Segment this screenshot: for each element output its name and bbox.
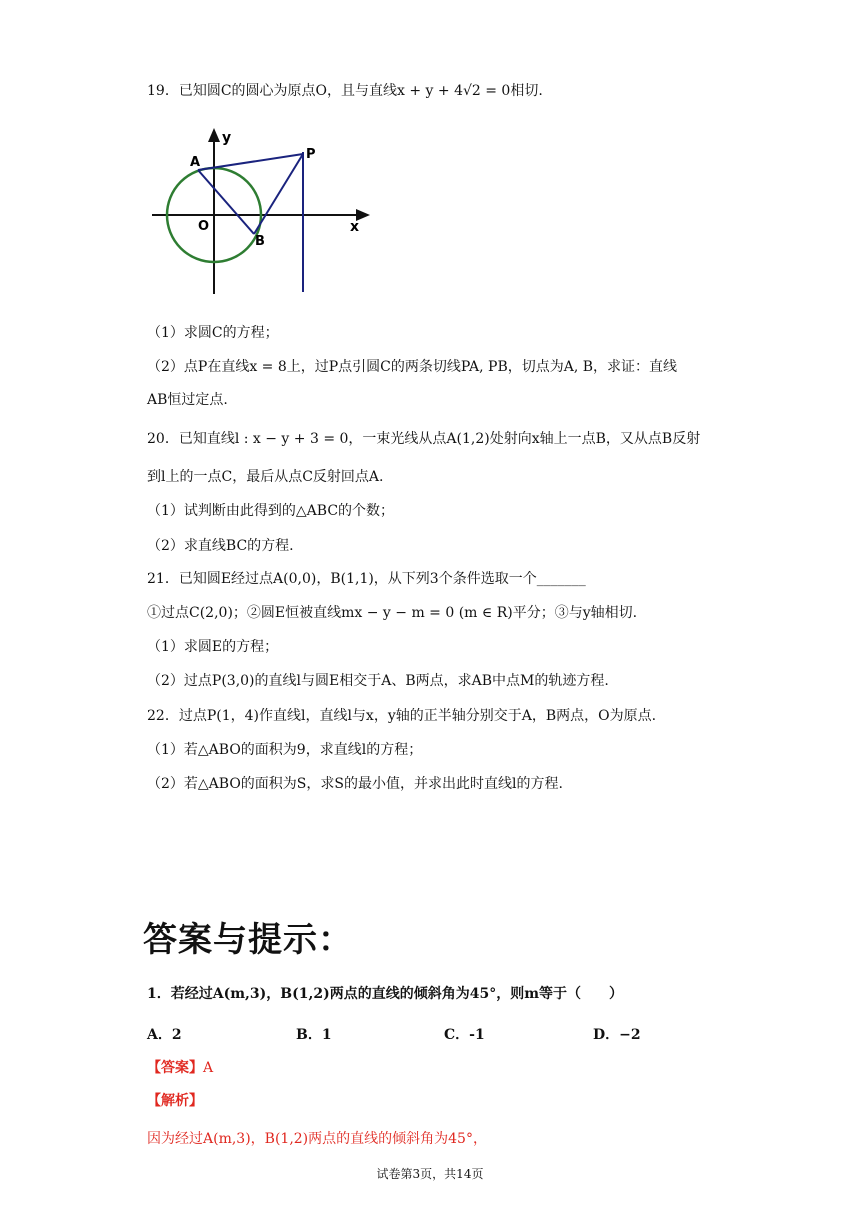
answers-heading: 答案与提示： [143,920,353,960]
option-d: D．−2 [593,1027,641,1043]
q21-conditions: ①过点C(2,0)；②圆E恒被直线mx − y − m = 0 (m ∈ R)平分；③与y轴相切. [147,605,638,621]
q19-part2-line2: AB恒过定点. [147,392,228,408]
q22-part2: （2）若△ABO的面积为S，求S的最小值，并求出此时直线l的方程. [147,776,563,792]
circle-tangent-figure [148,124,378,299]
option-c: C．-1 [444,1027,485,1043]
q20-stem-line2: 到l上的一点C，最后从点C反射回点A. [147,469,384,485]
label-y: y [222,130,232,146]
label-p: P [306,147,316,162]
label-a: A [190,155,201,170]
q21-stem: 21．已知圆E经过点A(0,0)，B(1,1)，从下列3个条件选取一个_______ [147,571,586,587]
q22-stem: 22．过点P(1，4)作直线l，直线l与x，y轴的正半轴分别交于A，B两点，O为原点. [147,708,657,724]
answer-tag: 【答案】 [147,1060,203,1076]
option-a: A．2 [147,1027,182,1043]
answer-line [147,1057,213,1077]
q21-part1: （1）求圆E的方程； [147,639,279,655]
tangent-pb [254,154,303,234]
y-axis-arrow [208,128,220,142]
analysis-text: 因为经过A(m,3)，B(1,2)两点的直线的倾斜角为45°， [147,1131,487,1147]
q20-stem-line1: 20．已知直线l : x − y + 3 = 0，一束光线从点A(1,2)处射向x轴上一点B，又从点B反射 [147,431,701,447]
q22-part1: （1）若△ABO的面积为9，求直线l的方程； [147,742,423,758]
label-x: x [350,219,360,235]
page-footer: 试卷第3页，共14页 [376,1167,484,1181]
label-o: O [198,219,210,234]
q21-part2: （2）过点P(3,0)的直线l与圆E相交于A、B两点，求AB中点M的轨迹方程. [147,673,609,689]
analysis-tag: 【解析】 [147,1093,203,1109]
label-b: B [255,234,265,249]
answer-value: A [203,1060,214,1076]
q19-stem: 19．已知圆C的圆心为原点O，且与直线x + y + 4√2 = 0相切. [147,83,543,99]
q19-part2-line1: （2）点P在直线x = 8上，过P点引圆C的两条切线PA, PB，切点为A, B，求证：直线 [147,359,678,375]
q19-part1: （1）求圆C的方程； [147,325,279,341]
option-b: B．1 [296,1027,332,1043]
q20-part1: （1）试判断由此得到的△ABC的个数； [147,503,395,519]
answer-q1-stem: 1．若经过A(m,3)，B(1,2)两点的直线的倾斜角为45°，则m等于（ ） [147,986,624,1002]
q20-part2: （2）求直线BC的方程. [147,538,294,554]
